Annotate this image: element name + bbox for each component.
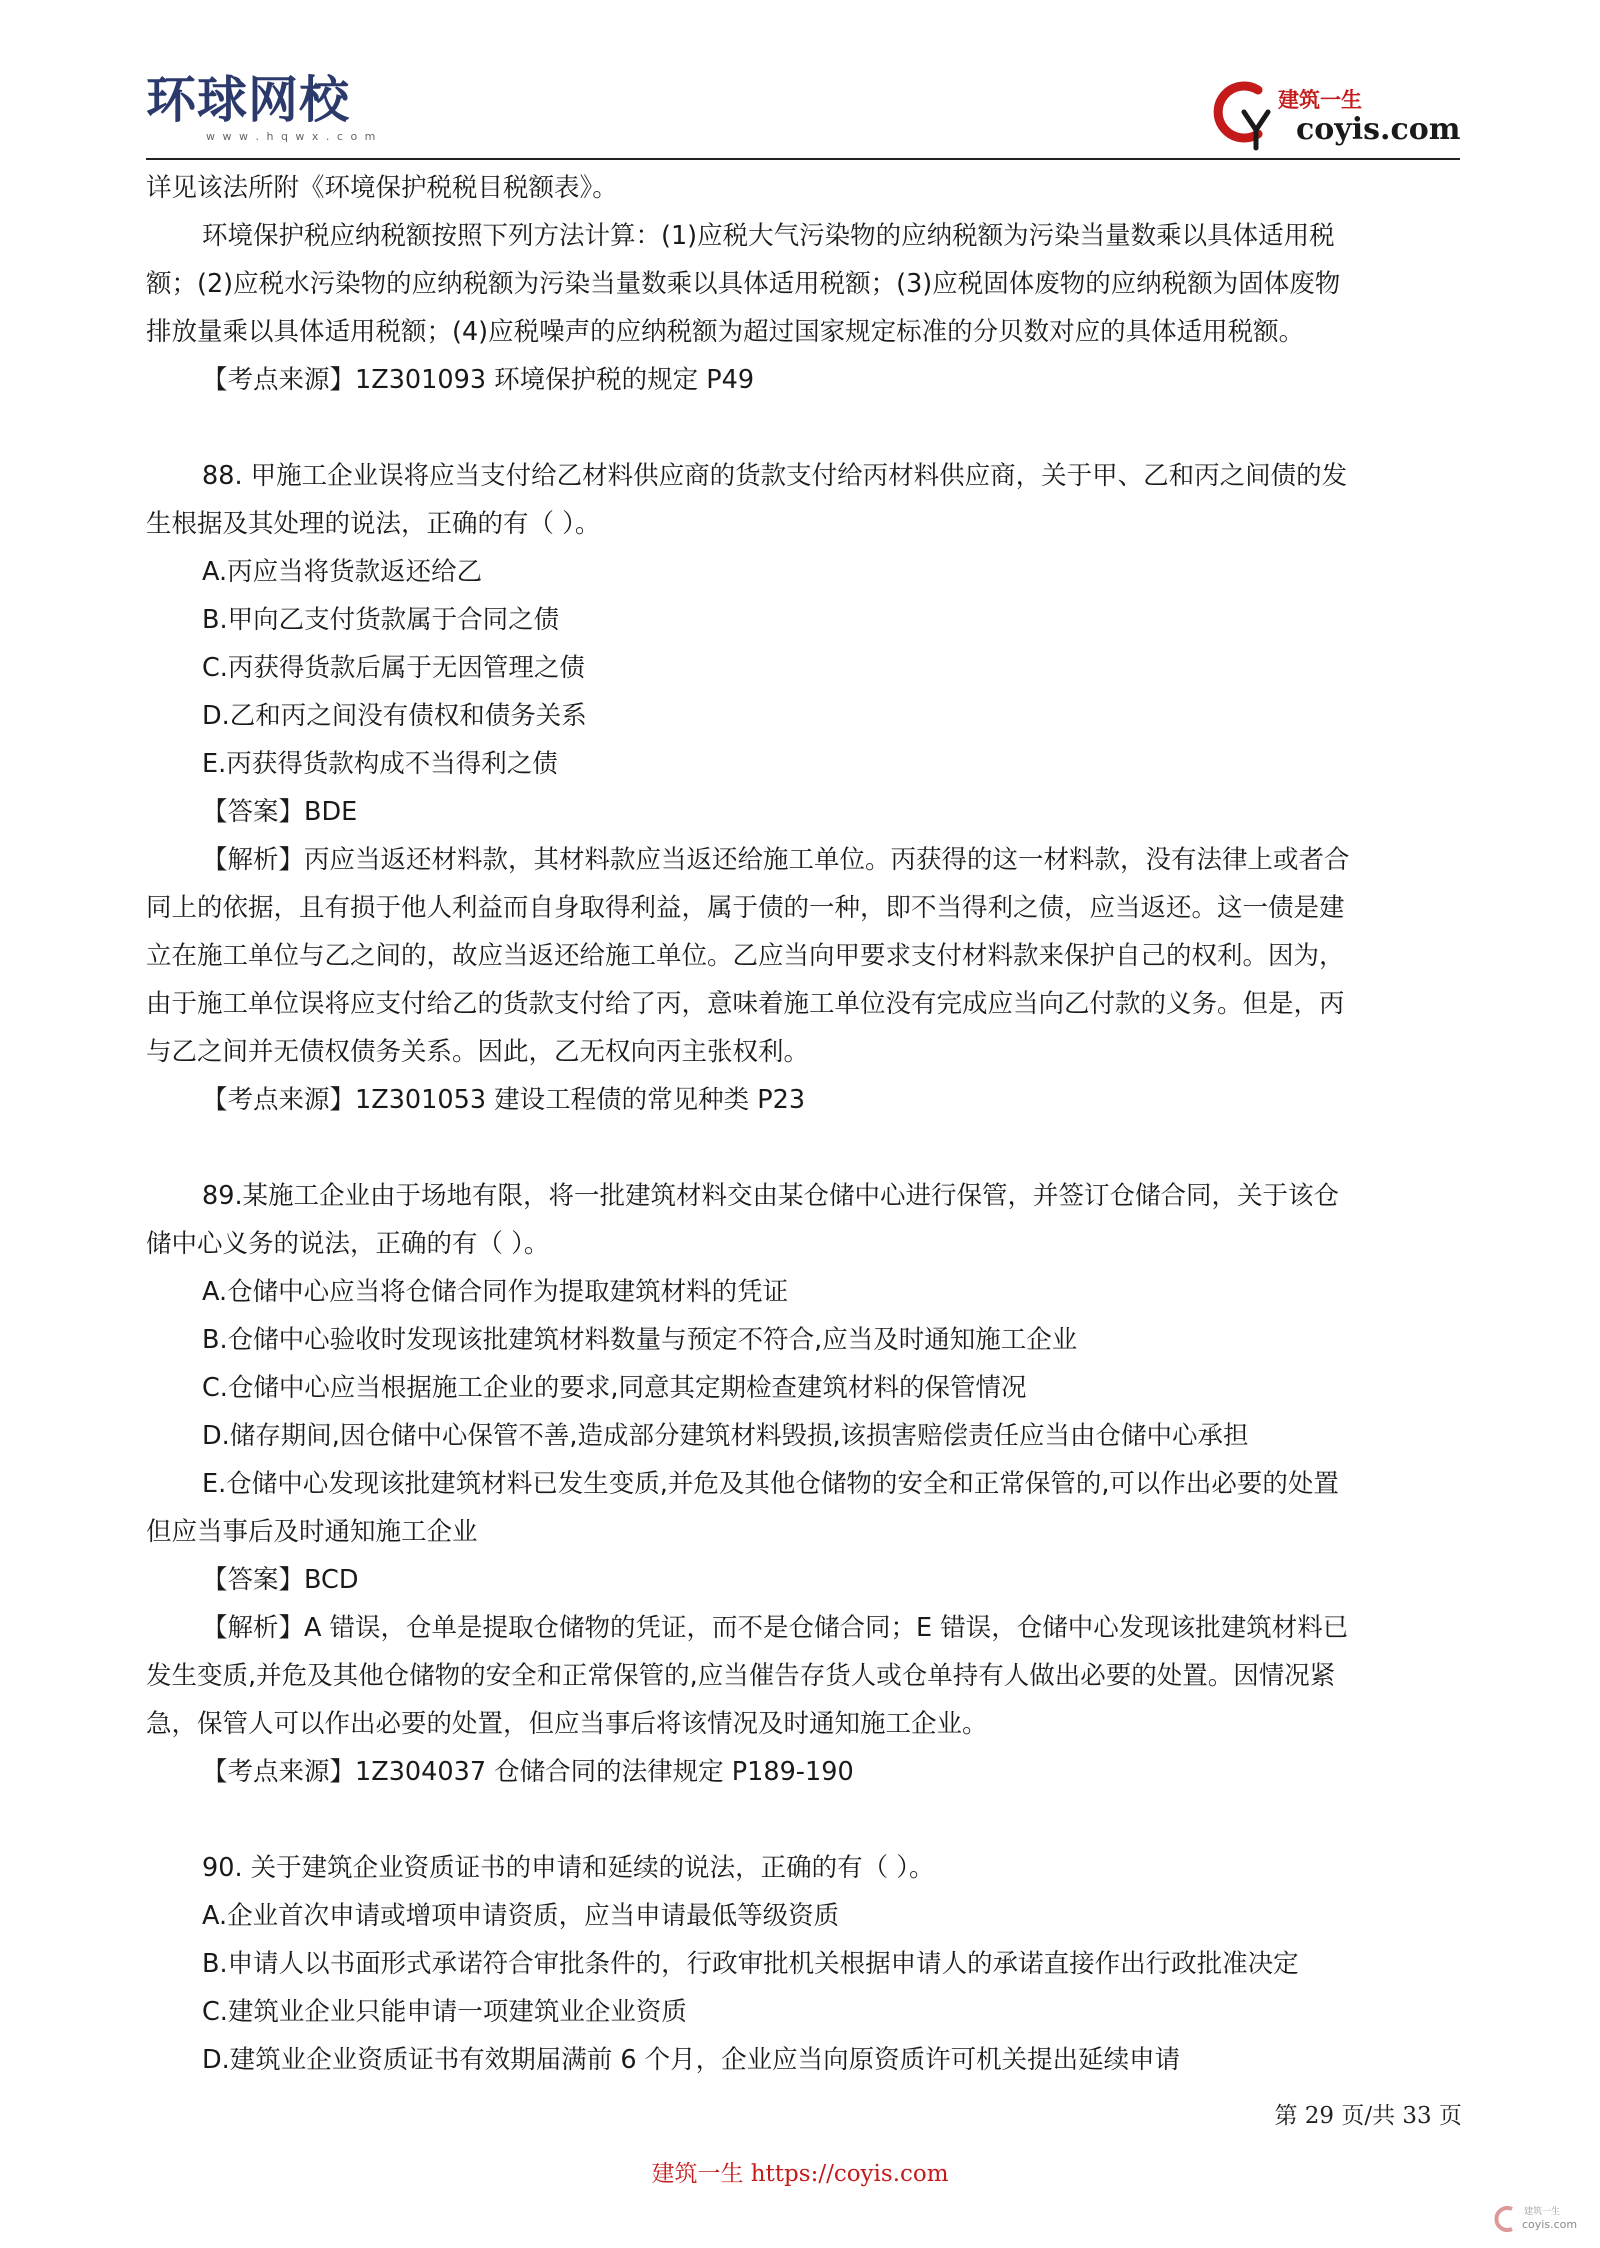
page-number: 第 29 页/共 33 页 bbox=[1274, 2103, 1462, 2129]
text-line: 额；(2)应税水污染物的应纳税额为污染当量数乘以具体适用税额；(3)应税固体废物的应纳税额为固体废物 bbox=[146, 269, 1341, 299]
cy-logo-icon bbox=[1206, 78, 1286, 154]
text-line: A.仓储中心应当将仓储合同作为提取建筑材料的凭证 bbox=[202, 1277, 789, 1307]
text-line: 但应当事后及时通知施工企业 bbox=[146, 1517, 478, 1547]
watermark-en: coyis.com bbox=[1522, 2218, 1578, 2231]
hqwx-logo bbox=[146, 72, 386, 152]
text-line: D.乙和丙之间没有债权和债务关系 bbox=[202, 701, 587, 731]
text-line: B.申请人以书面形式承诺符合审批条件的，行政审批机关根据申请人的承诺直接作出行政批准决定 bbox=[202, 1949, 1299, 1979]
text-line: 由于施工单位误将应支付给乙的货款支付给了丙，意味着施工单位没有完成应当向乙付款的义务。但是，丙 bbox=[146, 989, 1345, 1019]
page-header bbox=[0, 0, 1600, 160]
text-line: 【答案】BDE bbox=[202, 797, 358, 827]
text-line: E.丙获得货款构成不当得利之债 bbox=[202, 749, 558, 779]
text-line: B.甲向乙支付货款属于合同之债 bbox=[202, 605, 560, 635]
hqwx-logo-text: 环球网校 bbox=[146, 71, 350, 129]
watermark-cn: 建筑一生 bbox=[1524, 2207, 1561, 2217]
watermark-logo-icon bbox=[1492, 2204, 1522, 2234]
blank-line bbox=[146, 1124, 1462, 1172]
text-line: 储中心义务的说法，正确的有（ ）。 bbox=[146, 1229, 550, 1259]
text-line: E.仓储中心发现该批建筑材料已发生变质,并危及其他仓储物的安全和正常保管的,可以作出必要的处置 bbox=[202, 1469, 1339, 1499]
corner-watermark bbox=[1492, 2198, 1592, 2242]
text-line: 生根据及其处理的说法，正确的有（ ）。 bbox=[146, 509, 601, 539]
text-line: A.企业首次申请或增项申请资质，应当申请最低等级资质 bbox=[202, 1901, 840, 1931]
text-line: A.丙应当将货款返还给乙 bbox=[202, 557, 483, 587]
text-line: D.储存期间,因仓储中心保管不善,造成部分建筑材料毁损,该损害赔偿责任应当由仓储中心承担 bbox=[202, 1421, 1249, 1451]
text-line: 排放量乘以具体适用税额；(4)应税噪声的应纳税额为超过国家规定标准的分贝数对应的具体适用税额。 bbox=[146, 317, 1305, 347]
document-body bbox=[146, 164, 1462, 2084]
text-line: 【考点来源】1Z304037 仓储合同的法律规定 P189-190 bbox=[202, 1757, 854, 1787]
coyis-logo-cn: 建筑一生 bbox=[1278, 88, 1362, 112]
text-line: 与乙之间并无债权债务关系。因此，乙无权向丙主张权利。 bbox=[146, 1037, 810, 1067]
text-line: 立在施工单位与乙之间的，故应当返还给施工单位。乙应当向甲要求支付材料款来保护自己的权利。因为， bbox=[146, 941, 1345, 971]
text-line: 88. 甲施工企业误将应当支付给乙材料供应商的货款支付给丙材料供应商，关于甲、乙和丙之间债的发 bbox=[202, 461, 1348, 491]
text-line: 89.某施工企业由于场地有限，将一批建筑材料交由某仓储中心进行保管，并签订仓储合同，关于该仓 bbox=[202, 1181, 1340, 1211]
text-line: 【考点来源】1Z301093 环境保护税的规定 P49 bbox=[202, 365, 755, 395]
text-line: 【解析】丙应当返还材料款，其材料款应当返还给施工单位。丙获得的这一材料款，没有法律上或者合 bbox=[202, 845, 1350, 875]
text-line: 急，保管人可以作出必要的处置，但应当事后将该情况及时通知施工企业。 bbox=[146, 1709, 988, 1739]
footer-site-link[interactable]: 建筑一生 https://coyis.com bbox=[651, 2161, 949, 2187]
text-line: 环境保护税应纳税额按照下列方法计算：(1)应税大气污染物的应纳税额为污染当量数乘以具体适用税 bbox=[202, 221, 1335, 251]
blank-line bbox=[146, 1796, 1462, 1844]
text-line: D.建筑业企业资质证书有效期届满前 6 个月，企业应当向原资质许可机关提出延续申请 bbox=[202, 2045, 1181, 2075]
coyis-logo bbox=[1206, 78, 1466, 158]
hqwx-logo-url: w w w . h q w x . c o m bbox=[206, 130, 378, 143]
text-line: 【解析】A 错误，仓单是提取仓储物的凭证，而不是仓储合同；E 错误，仓储中心发现该批建筑材料已 bbox=[202, 1613, 1349, 1643]
text-line: C.丙获得货款后属于无因管理之债 bbox=[202, 653, 585, 683]
coyis-logo-en: coyis.com bbox=[1296, 112, 1461, 147]
text-line: 90. 关于建筑企业资质证书的申请和延续的说法，正确的有（ ）。 bbox=[202, 1853, 935, 1883]
text-line: 同上的依据，且有损于他人利益而自身取得利益，属于债的一种，即不当得利之债，应当返还。这一债是建 bbox=[146, 893, 1345, 923]
text-line: 详见该法所附《环境保护税税目税额表》。 bbox=[146, 173, 618, 203]
blank-line bbox=[146, 404, 1462, 452]
text-line: 【答案】BCD bbox=[202, 1565, 359, 1595]
text-line: C.仓储中心应当根据施工企业的要求,同意其定期检查建筑材料的保管情况 bbox=[202, 1373, 1027, 1403]
text-line: B.仓储中心验收时发现该批建筑材料数量与预定不符合,应当及时通知施工企业 bbox=[202, 1325, 1078, 1355]
text-line: C.建筑业企业只能申请一项建筑业企业资质 bbox=[202, 1997, 687, 2027]
text-line: 发生变质,并危及其他仓储物的安全和正常保管的,应当催告存货人或仓单持有人做出必要的处置。因情况紧 bbox=[146, 1661, 1336, 1691]
header-divider bbox=[146, 158, 1460, 160]
text-line: 【考点来源】1Z301053 建设工程债的常见种类 P23 bbox=[202, 1085, 806, 1115]
